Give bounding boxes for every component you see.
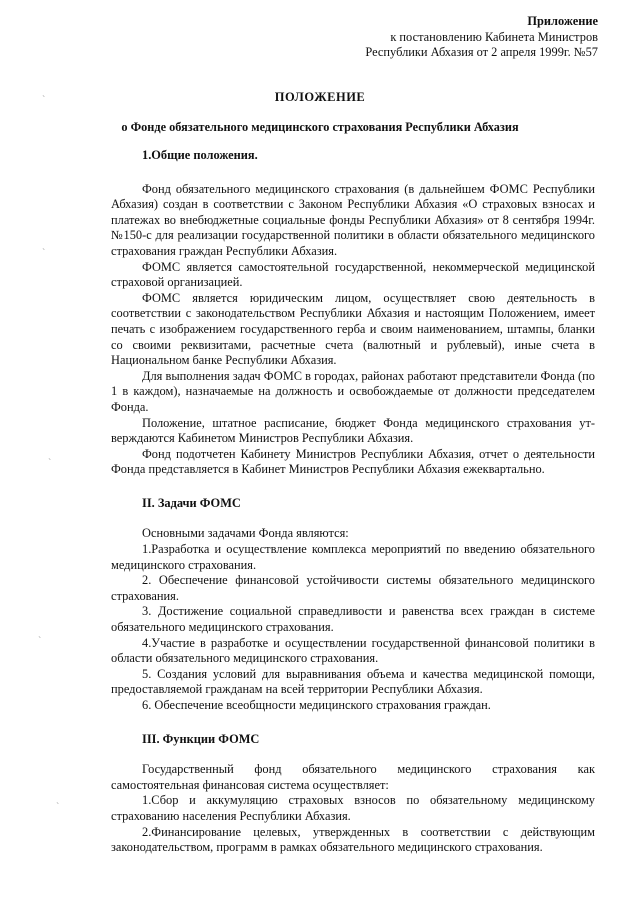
section-1-paragraph: ФОМС является юридическим лицом, осуществляет свою деятельность в соответствии с законодательством Республики Абхазия и настоящим Положением, имеет печать с изображением государственного герба и своим наименованием, штампы, бланки со своими реквизитами, расчетные счета (валютный и рублевый), иные счета в Национальном банке Республики Абхазия. (111, 290, 595, 368)
section-1-heading: 1.Общие положения. (142, 148, 258, 162)
section-2-paragraph: Основными задачами Фонда являются: (142, 526, 349, 541)
section-2-paragraph: 4.Участие в разработке и осуществлении государственной финансовой политики в области обязательного медицинского страхования. (111, 635, 595, 666)
section-3-paragraph: 1.Сбор и аккумуляцию страховых взносов по обязательному медицинскому страхованию населения Республики Абхазия. (111, 793, 595, 823)
scan-speck: ˋ (42, 248, 46, 259)
section-2-paragraph: 1.Разработка и осуществление комплекса мероприятий по введению обязательного медицинского страхования. (111, 542, 595, 572)
section-1-paragraph: ФОМС является самостоятельной государственной, некоммерческой медицинской страховой организацией. (111, 259, 595, 290)
section-3-paragraph: Государственный фонд обязательного медицинского страхования как самостоятельная финансовая система осуществляет: (111, 762, 595, 792)
section-2-paragraph: 6. Обеспечение всеобщности медицинского страхования граждан. (142, 698, 491, 712)
section-3-paragraph: 2.Финансирование целевых, утвержденных в соответствии с действующим законодательством, программ в рамках обязательного медицинского страхования. (111, 824, 595, 855)
section-1-paragraph: Фонд обязательного медицинского страхования (в дальнейшем ФОМС Республики Абхазия) создан в соответствии с Законом Республики Абхазия «О страховых взносах и платежах во внебюджетные социальные фонды Республики Абхазия» от 8 сентября 1994г. №150-с для реализации государственной политики в области обязательного медицинского страхования граждан Республики Абхазия. (111, 181, 595, 258)
annex-line-1: к постановлению Кабинета Министров (390, 29, 598, 44)
scan-speck: ˋ (48, 458, 52, 469)
section-2-paragraph: 2. Обеспечение финансовой устойчивости системы обязательного медицинского страхования. (111, 573, 595, 603)
annex-block (365, 14, 598, 61)
document-title: ПОЛОЖЕНИЕ (274, 90, 366, 104)
section-1-paragraph: Фонд подотчетен Кабинету Министров Республики Абхазия, отчет о деятельности Фонда представляется в Кабинет Министров Республики Абхазия ежеквартально. (111, 446, 595, 477)
document-body (111, 148, 595, 856)
section-1-paragraph: Для выполнения задач ФОМС в городах, районах работают представители Фонда (по 1 в каждом), назначаемые на должность и освобождаемые от должности председателем Фонда. (111, 368, 595, 414)
section-2-paragraph: 3. Достижение социальной справедливости и равенства всех граждан в системе обязательного медицинского страхования. (111, 604, 595, 635)
scan-speck: ˋ (42, 95, 46, 106)
annex-line-2: Республики Абхазия от 2 апреля 1999г. №57 (365, 45, 598, 59)
section-1-paragraph: Положение, штатное расписание, бюджет Фонда медицинского страхования ут-верждаются Кабинетом Министров Республики Абхазия. (111, 415, 595, 446)
section-2-paragraph: 5. Создания условий для выравнивания объема и качества медицинской помощи, предоставляемой гражданам на всей территории Республики Абхазия. (111, 666, 595, 697)
annex-title: Приложение (527, 14, 598, 28)
section-2-heading: II. Задачи ФОМС (142, 495, 241, 510)
document-subtitle: о Фонде обязательного медицинского страхования Республики Абхазия (121, 120, 519, 134)
scan-speck: ˋ (38, 636, 42, 647)
section-3-heading: III. Функции ФОМС (142, 731, 260, 746)
scan-speck: ˋ (56, 802, 60, 813)
